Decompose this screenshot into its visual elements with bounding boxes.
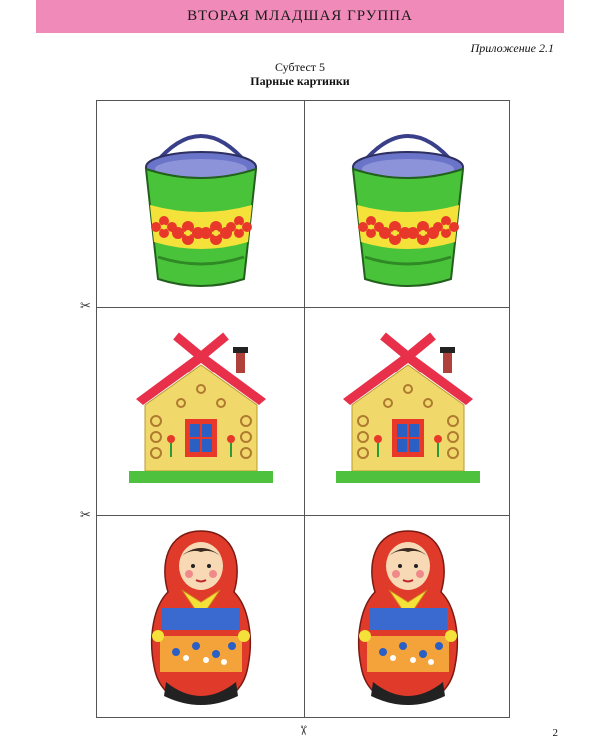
bucket-picture [136, 117, 266, 292]
house-picture [318, 331, 498, 491]
card-bucket-right[interactable] [304, 101, 511, 307]
matryoshka-picture [146, 526, 256, 711]
subtest-number: Субтест 5 [274, 60, 326, 74]
header-title: ВТОРАЯ МЛАДШАЯ ГРУППА [187, 8, 413, 24]
card-house-right[interactable] [304, 308, 511, 514]
card-matryoshka-right[interactable] [304, 515, 511, 721]
house-picture [111, 331, 291, 491]
scissors-icon: ✂ [294, 725, 310, 736]
subtest-heading [0, 60, 600, 88]
card-house-left[interactable] [97, 308, 304, 514]
appendix-label: Приложение 2.1 [470, 41, 554, 55]
scissors-icon: ✂ [80, 508, 91, 523]
card-matryoshka-left[interactable] [97, 515, 304, 721]
bucket-picture [343, 117, 473, 292]
card-bucket-left[interactable] [97, 101, 304, 307]
subtest-name: Парные картинки [250, 74, 350, 88]
matryoshka-picture [353, 526, 463, 711]
header-band [36, 0, 564, 33]
page-number: 2 [552, 727, 558, 739]
cards-grid [96, 100, 510, 718]
scissors-icon: ✂ [80, 299, 91, 314]
